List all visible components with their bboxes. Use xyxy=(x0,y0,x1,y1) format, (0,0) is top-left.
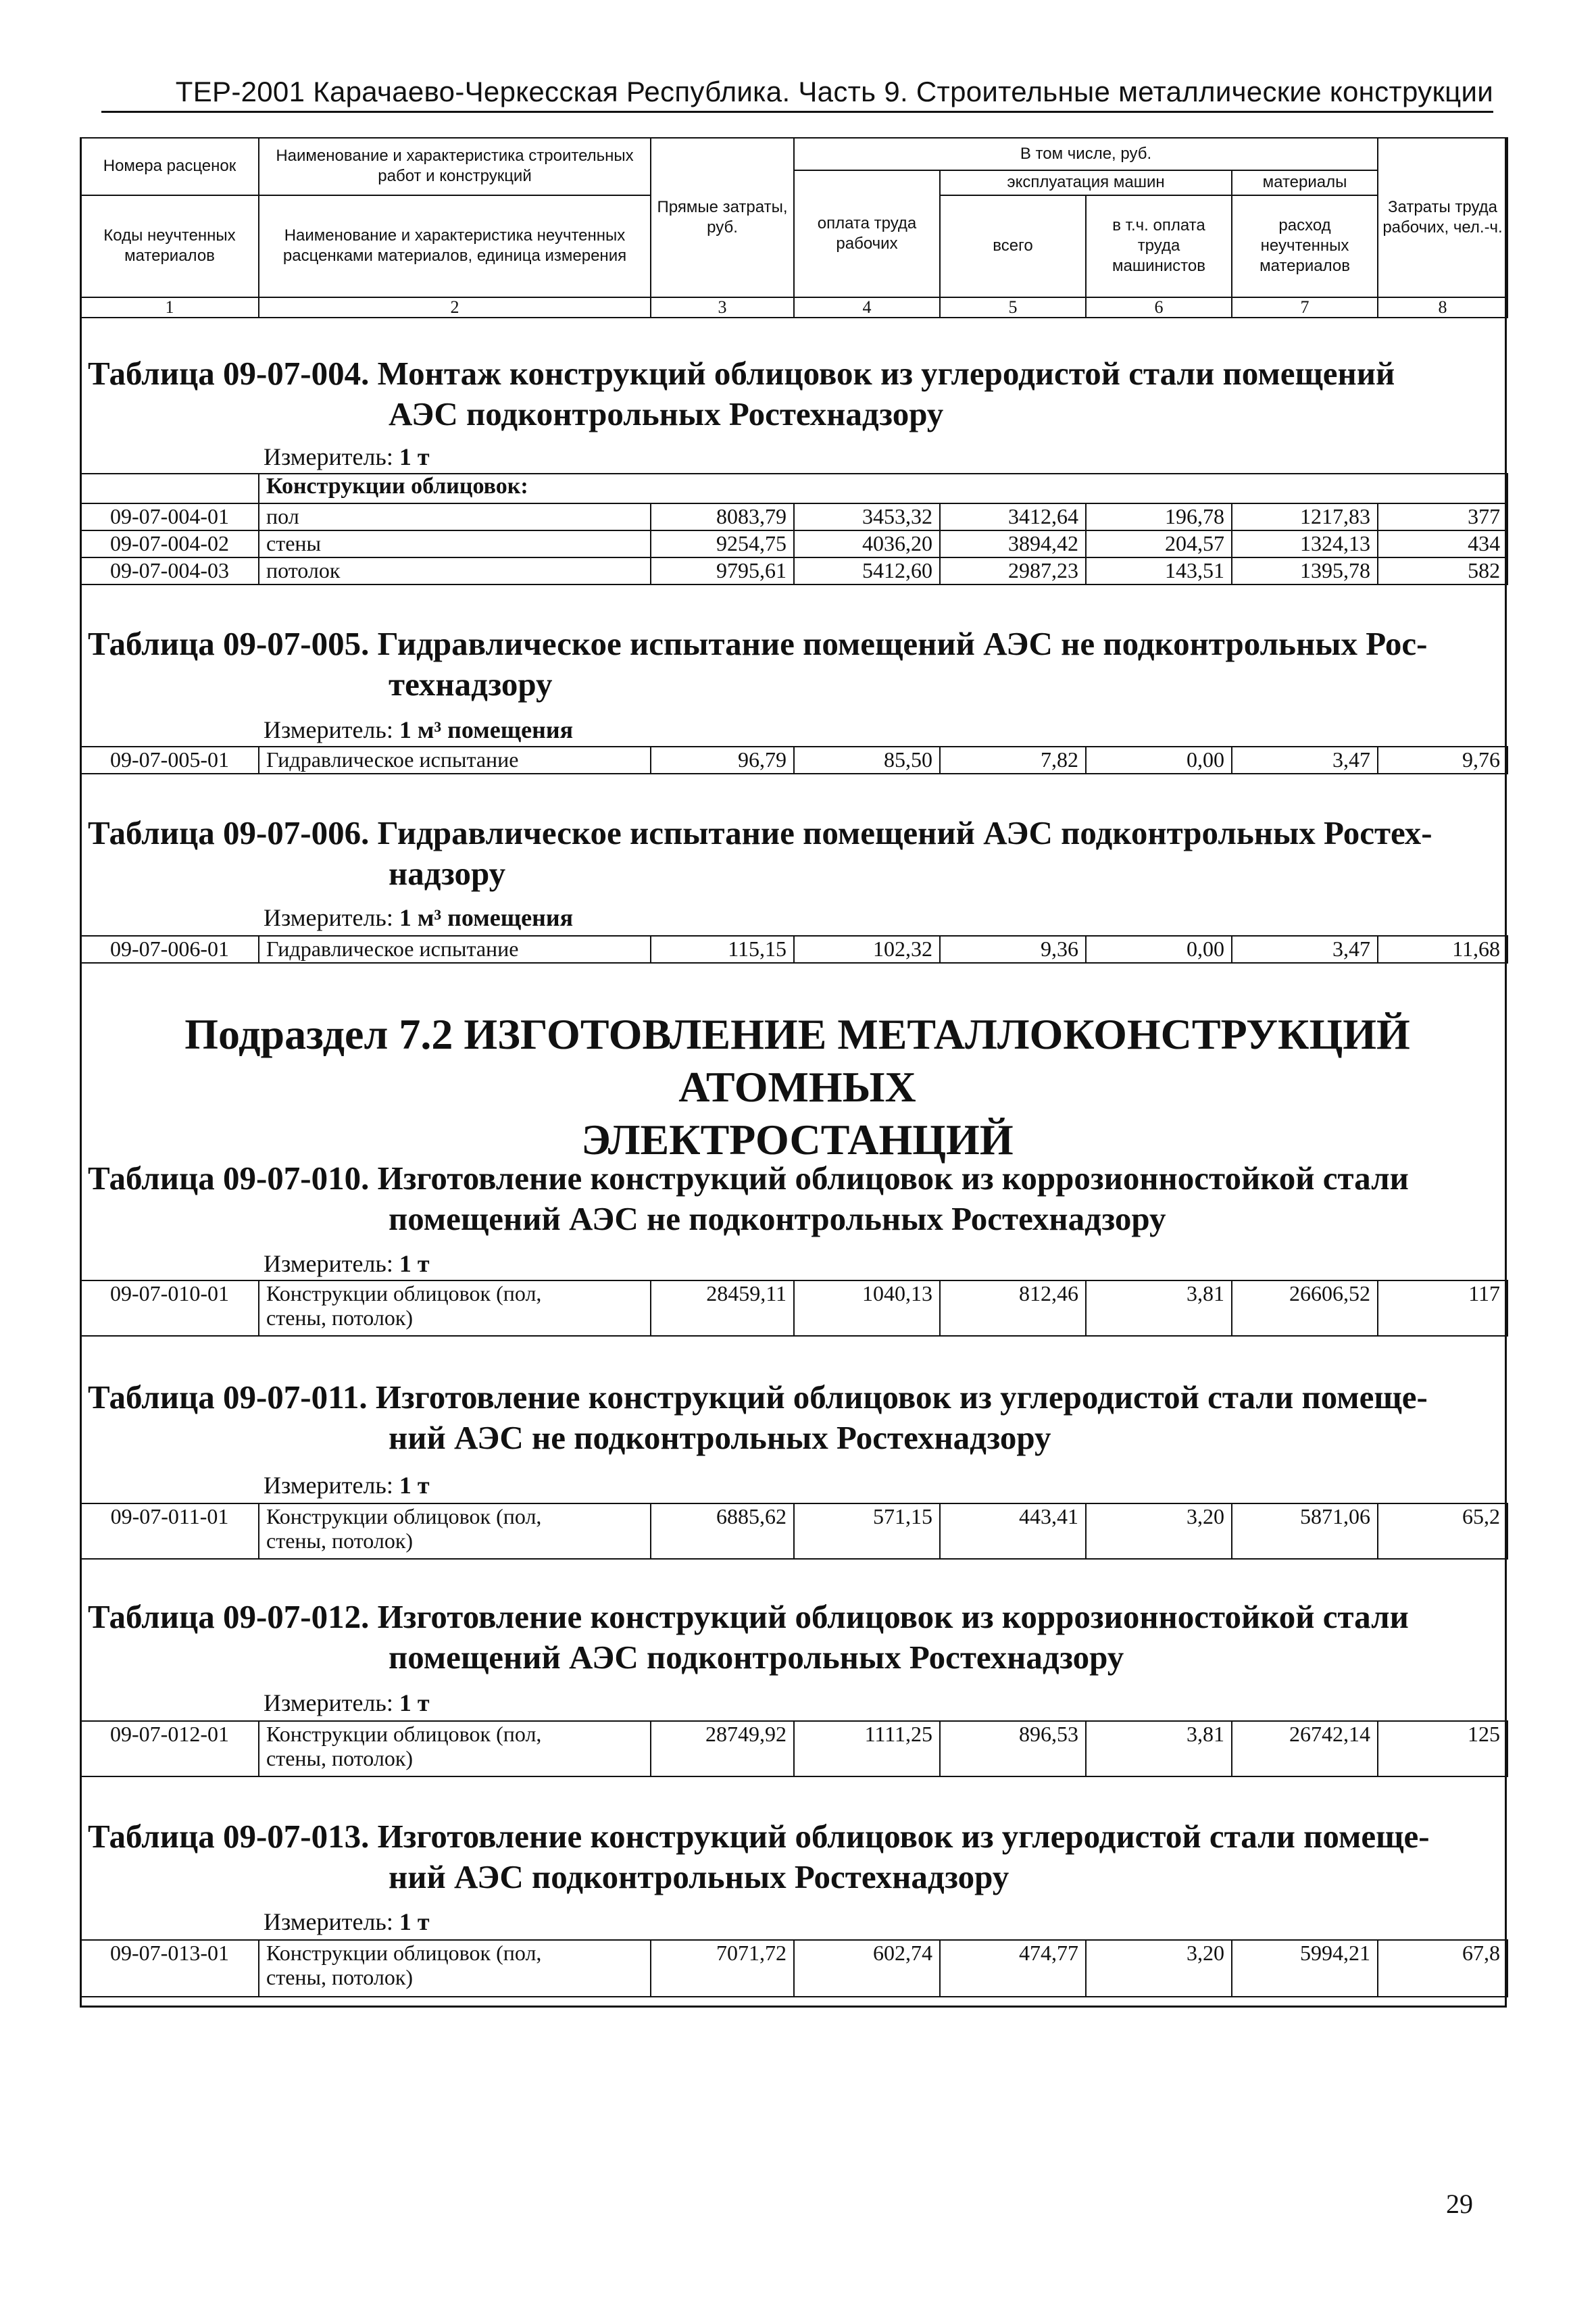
labor: 377 xyxy=(1378,503,1507,530)
wages: 102,32 xyxy=(794,936,940,963)
section-title-line: Подраздел 7.2 ИЗГОТОВЛЕНИЕ МЕТАЛЛОКОНСТРУКЦИЙ АТОМНЫХ xyxy=(184,1010,1410,1111)
materials: 1324,13 xyxy=(1232,530,1378,557)
measure-label: Измеритель: xyxy=(264,1250,393,1277)
column-header xyxy=(80,137,1508,318)
machinists-wages: 3,20 xyxy=(1086,1940,1232,1997)
wages: 85,50 xyxy=(794,747,940,774)
measure-line xyxy=(264,1250,430,1277)
header-rule xyxy=(101,111,1493,113)
data-table xyxy=(80,473,1508,585)
machines-total: 3412,64 xyxy=(940,503,1086,530)
table-row xyxy=(80,503,1507,530)
machinists-wages: 3,20 xyxy=(1086,1503,1232,1559)
machines-total: 7,82 xyxy=(940,747,1086,774)
wages: 5412,60 xyxy=(794,557,940,584)
materials: 5994,21 xyxy=(1232,1940,1378,1997)
table-row xyxy=(80,936,1507,963)
table-title xyxy=(88,624,1493,705)
table-title-line: Таблица 09-07-012. Изготовление конструкций облицовок из коррозионностойкой стали xyxy=(88,1598,1409,1635)
materials: 26606,52 xyxy=(1232,1280,1378,1336)
direct-costs: 28459,11 xyxy=(651,1280,794,1336)
table-title xyxy=(88,1158,1493,1239)
header-labor-costs: Затраты труда рабочих, чел.-ч. xyxy=(1378,138,1507,297)
measure-line xyxy=(264,716,573,743)
materials: 5871,06 xyxy=(1232,1503,1378,1559)
header-codes-top: Номера расценок xyxy=(80,138,259,195)
row-name xyxy=(259,1940,651,1997)
machines-total: 9,36 xyxy=(940,936,1086,963)
wages: 4036,20 xyxy=(794,530,940,557)
table-title-line: Таблица 09-07-010. Изготовление конструкций облицовок из коррозионностойкой стали xyxy=(88,1160,1409,1197)
table-title-line: ний АЭС подконтрольных Ростехнадзору xyxy=(389,1858,1009,1895)
materials: 1395,78 xyxy=(1232,557,1378,584)
table-title-line: помещений АЭС не подконтрольных Ростехнадзору xyxy=(389,1200,1166,1237)
measure-unit: 1 м³ помещения xyxy=(399,716,574,743)
row-name-line: стены, потолок) xyxy=(266,1746,414,1770)
table-row xyxy=(80,1280,1507,1336)
machinists-wages: 204,57 xyxy=(1086,530,1232,557)
table-title-line: помещений АЭС подконтрольных Ростехнадзору xyxy=(389,1639,1124,1676)
row-name: потолок xyxy=(259,557,651,584)
row-code: 09-07-010-01 xyxy=(80,1280,259,1336)
table-title-line: Таблица 09-07-006. Гидравлическое испытание помещений АЭС подконтрольных Ростех- xyxy=(88,814,1432,851)
column-number: 3 xyxy=(651,297,794,318)
wages: 571,15 xyxy=(794,1503,940,1559)
data-table xyxy=(80,746,1508,774)
wages: 1040,13 xyxy=(794,1280,940,1336)
row-name: Гидравлическое испытание xyxy=(259,747,651,774)
labor: 434 xyxy=(1378,530,1507,557)
table-title-line: технадзору xyxy=(389,666,553,703)
header-name-top: Наименование и характеристика строительных работ и конструкций xyxy=(259,138,651,195)
column-number: 2 xyxy=(259,297,651,318)
machines-total: 812,46 xyxy=(940,1280,1086,1336)
table-title-line: ний АЭС не подконтрольных Ростехнадзору xyxy=(389,1419,1051,1456)
measure-line xyxy=(264,1689,430,1716)
table-row xyxy=(80,1721,1507,1776)
measure-label: Измеритель: xyxy=(264,1689,393,1716)
measure-label: Измеритель: xyxy=(264,904,393,931)
measure-label: Измеритель: xyxy=(264,716,393,743)
measure-line xyxy=(264,1472,430,1499)
measure-label: Измеритель: xyxy=(264,1472,393,1499)
section-title-line: ЭЛЕКТРОСТАНЦИЙ xyxy=(581,1116,1014,1164)
data-table xyxy=(80,1720,1508,1777)
labor: 67,8 xyxy=(1378,1940,1507,1997)
header-wages: оплата труда рабочих xyxy=(794,170,940,297)
wages: 3453,32 xyxy=(794,503,940,530)
table-row xyxy=(80,747,1507,774)
table-row xyxy=(80,530,1507,557)
row-name-line: стены, потолок) xyxy=(266,1965,414,1989)
table-title xyxy=(88,813,1493,894)
labor: 11,68 xyxy=(1378,936,1507,963)
direct-costs: 28749,92 xyxy=(651,1721,794,1776)
materials: 3,47 xyxy=(1232,936,1378,963)
column-number: 4 xyxy=(794,297,940,318)
table-title-line: Таблица 09-07-005. Гидравлическое испытание помещений АЭС не подконтрольных Рос- xyxy=(88,625,1428,662)
measure-unit: 1 м³ помещения xyxy=(399,904,574,931)
labor: 65,2 xyxy=(1378,1503,1507,1559)
table-title xyxy=(88,353,1493,434)
table-title-line: Таблица 09-07-011. Изготовление конструкций облицовок из углеродистой стали помеще- xyxy=(88,1378,1428,1416)
labor: 9,76 xyxy=(1378,747,1507,774)
header-machinists-wages: в т.ч. оплата труда машинистов xyxy=(1086,195,1232,297)
measure-unit: 1 т xyxy=(399,1472,430,1499)
machinists-wages: 143,51 xyxy=(1086,557,1232,584)
machines-total: 3894,42 xyxy=(940,530,1086,557)
measure-line xyxy=(264,904,573,931)
row-code: 09-07-006-01 xyxy=(80,936,259,963)
row-name-line: Конструкции облицовок (пол, xyxy=(266,1281,542,1305)
measure-label: Измеритель: xyxy=(264,443,393,470)
materials: 1217,83 xyxy=(1232,503,1378,530)
machines-total: 896,53 xyxy=(940,1721,1086,1776)
column-number: 8 xyxy=(1378,297,1507,318)
row-name: пол xyxy=(259,503,651,530)
running-header: ТЕР-2001 Карачаево-Черкесская Республика. Часть 9. Строительные металлические конструкции xyxy=(175,76,1493,107)
labor: 117 xyxy=(1378,1280,1507,1336)
header-name-bottom: Наименование и характеристика неучтенных расценками материалов, единица измерения xyxy=(259,195,651,297)
row-name-line: Конструкции облицовок (пол, xyxy=(266,1722,542,1746)
row-name-line: стены, потолок) xyxy=(266,1528,414,1553)
row-code: 09-07-005-01 xyxy=(80,747,259,774)
section-title xyxy=(101,1008,1493,1166)
machines-total: 474,77 xyxy=(940,1940,1086,1997)
direct-costs: 8083,79 xyxy=(651,503,794,530)
table-title xyxy=(88,1597,1493,1678)
row-name xyxy=(259,1503,651,1559)
data-table xyxy=(80,1280,1508,1337)
header-machines-total: всего xyxy=(940,195,1086,297)
machines-total: 2987,23 xyxy=(940,557,1086,584)
row-name-line: Конструкции облицовок (пол, xyxy=(266,1941,542,1965)
row-name xyxy=(259,1280,651,1336)
row-name-line: стены, потолок) xyxy=(266,1305,414,1330)
row-code: 09-07-012-01 xyxy=(80,1721,259,1776)
materials: 26742,14 xyxy=(1232,1721,1378,1776)
table-title xyxy=(88,1377,1493,1458)
column-number: 6 xyxy=(1086,297,1232,318)
header-materials-group: материалы xyxy=(1232,170,1378,195)
row-name-line: Конструкции облицовок (пол, xyxy=(266,1504,542,1528)
table-title-line: АЭС подконтрольных Ростехнадзору xyxy=(389,395,944,432)
machinists-wages: 3,81 xyxy=(1086,1280,1232,1336)
data-table xyxy=(80,1503,1508,1560)
header-including-group: В том числе, руб. xyxy=(794,138,1378,170)
materials: 3,47 xyxy=(1232,747,1378,774)
row-code: 09-07-004-03 xyxy=(80,557,259,584)
wages: 602,74 xyxy=(794,1940,940,1997)
row-name: стены xyxy=(259,530,651,557)
direct-costs: 96,79 xyxy=(651,747,794,774)
header-codes-bottom: Коды неучтенных материалов xyxy=(80,195,259,297)
labor: 125 xyxy=(1378,1721,1507,1776)
column-number: 1 xyxy=(80,297,259,318)
measure-line xyxy=(264,443,430,470)
header-machines-group: эксплуатация машин xyxy=(940,170,1232,195)
header-direct-costs: Прямые затраты, руб. xyxy=(651,138,794,297)
table-title-line: Таблица 09-07-004. Монтаж конструкций облицовок из углеродистой стали помещений xyxy=(88,355,1395,392)
measure-unit: 1 т xyxy=(399,1250,430,1277)
table-title-line: надзору xyxy=(389,855,506,892)
table-row xyxy=(80,1503,1507,1559)
table-title xyxy=(88,1816,1493,1897)
table-title-line: Таблица 09-07-013. Изготовление конструкций облицовок из углеродистой стали помеще- xyxy=(88,1818,1430,1855)
direct-costs: 6885,62 xyxy=(651,1503,794,1559)
data-table xyxy=(80,935,1508,964)
measure-unit: 1 т xyxy=(399,443,430,470)
direct-costs: 115,15 xyxy=(651,936,794,963)
table-row xyxy=(80,1940,1507,1997)
direct-costs: 9254,75 xyxy=(651,530,794,557)
data-table xyxy=(80,1939,1508,1997)
wages: 1111,25 xyxy=(794,1721,940,1776)
page-number: 29 xyxy=(1446,2189,1473,2219)
machinists-wages: 196,78 xyxy=(1086,503,1232,530)
direct-costs: 9795,61 xyxy=(651,557,794,584)
row-code: 09-07-011-01 xyxy=(80,1503,259,1559)
row-code: 09-07-004-01 xyxy=(80,503,259,530)
direct-costs: 7071,72 xyxy=(651,1940,794,1997)
measure-unit: 1 т xyxy=(399,1908,430,1935)
measure-line xyxy=(264,1908,430,1935)
machinists-wages: 3,81 xyxy=(1086,1721,1232,1776)
header-materials-consumption: расход неучтенных материалов xyxy=(1232,195,1378,297)
table-row xyxy=(80,557,1507,584)
measure-label: Измеритель: xyxy=(264,1908,393,1935)
measure-unit: 1 т xyxy=(399,1689,430,1716)
row-name xyxy=(259,1721,651,1776)
column-number: 5 xyxy=(940,297,1086,318)
group-label: Конструкции облицовок: xyxy=(259,474,1507,503)
machines-total: 443,41 xyxy=(940,1503,1086,1559)
machinists-wages: 0,00 xyxy=(1086,747,1232,774)
machinists-wages: 0,00 xyxy=(1086,936,1232,963)
row-code: 09-07-013-01 xyxy=(80,1940,259,1997)
row-name: Гидравлическое испытание xyxy=(259,936,651,963)
labor: 582 xyxy=(1378,557,1507,584)
column-number: 7 xyxy=(1232,297,1378,318)
row-code: 09-07-004-02 xyxy=(80,530,259,557)
